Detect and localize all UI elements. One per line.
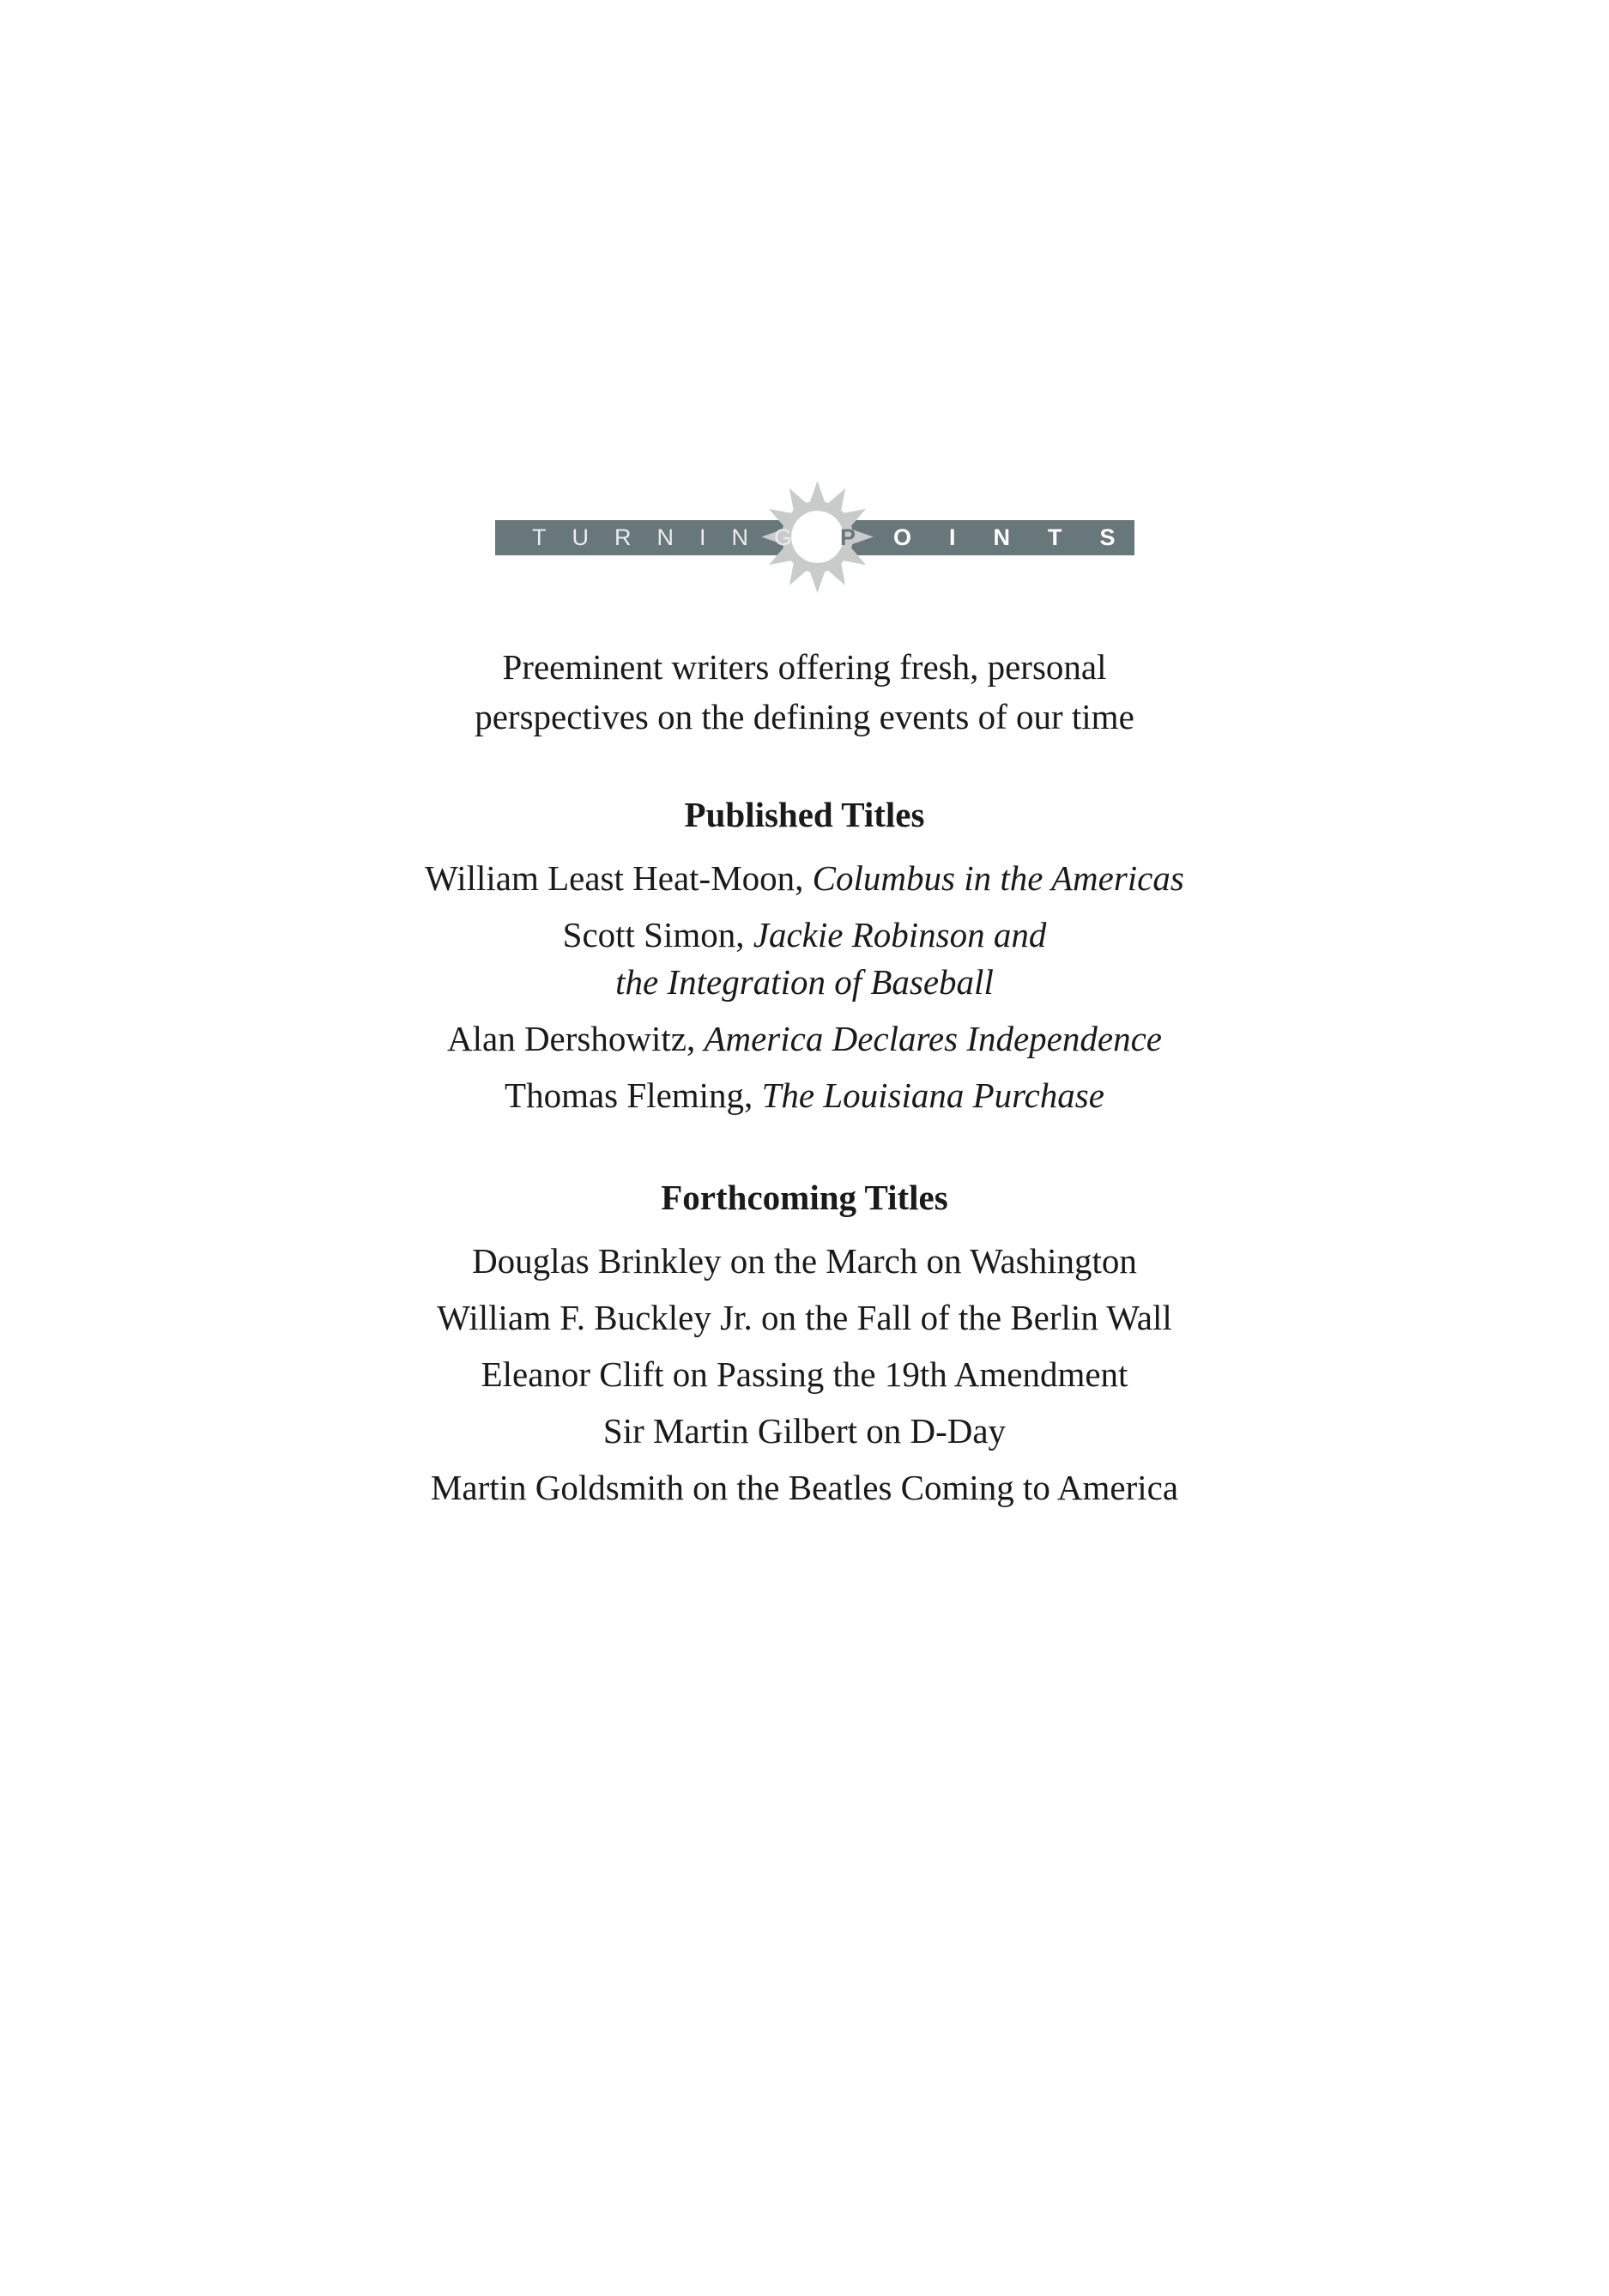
logo-word-points-first: P: [840, 524, 894, 550]
book-title: America Declares Independence: [704, 1019, 1162, 1058]
forthcoming-title-item: Martin Goldsmith on the Beatles Coming to America: [430, 1468, 1179, 1507]
tagline-line-2: perspectives on the defining events of our time: [475, 697, 1134, 736]
published-title-item: [0, 912, 1609, 1006]
published-title-item: [0, 1015, 1609, 1063]
book-title: The Louisiana Purchase: [761, 1075, 1104, 1115]
author-name: Thomas Fleming,: [505, 1075, 762, 1115]
published-title-line: [0, 912, 1609, 959]
published-titles-heading: Published Titles: [684, 795, 925, 834]
logo-word-turning: TURNING: [532, 524, 818, 550]
author-name: William Least Heat-Moon,: [425, 858, 813, 898]
series-description: [0, 642, 1609, 1521]
published-titles-list: [0, 855, 1609, 1119]
book-title-continuation: the Integration of Baseball: [615, 962, 994, 1002]
book-title: Columbus in the Americas: [812, 858, 1184, 898]
tagline-line-1: Preeminent writers offering fresh, personal: [502, 647, 1107, 687]
book-title: Jackie Robinson and: [753, 915, 1047, 954]
forthcoming-title-item: William F. Buckley Jr. on the Fall of the Berlin Wall: [437, 1298, 1172, 1337]
tagline: [0, 642, 1609, 742]
forthcoming-title-item: Douglas Brinkley on the March on Washington: [472, 1241, 1137, 1281]
series-logo: [495, 479, 1153, 595]
logo-word-points-rest: OINTS: [893, 524, 1153, 550]
author-name: Scott Simon,: [562, 915, 753, 954]
forthcoming-titles-heading: Forthcoming Titles: [661, 1178, 948, 1217]
published-title-item: [0, 1072, 1609, 1119]
logo-word-points: [840, 520, 1153, 555]
author-name: Alan Dershowitz,: [447, 1019, 705, 1058]
forthcoming-title-item: Eleanor Clift on Passing the 19th Amendment: [481, 1354, 1128, 1394]
forthcoming-titles-list: [0, 1238, 1609, 1511]
forthcoming-title-item: Sir Martin Gilbert on D-Day: [602, 1411, 1007, 1451]
published-title-item: [0, 855, 1609, 902]
